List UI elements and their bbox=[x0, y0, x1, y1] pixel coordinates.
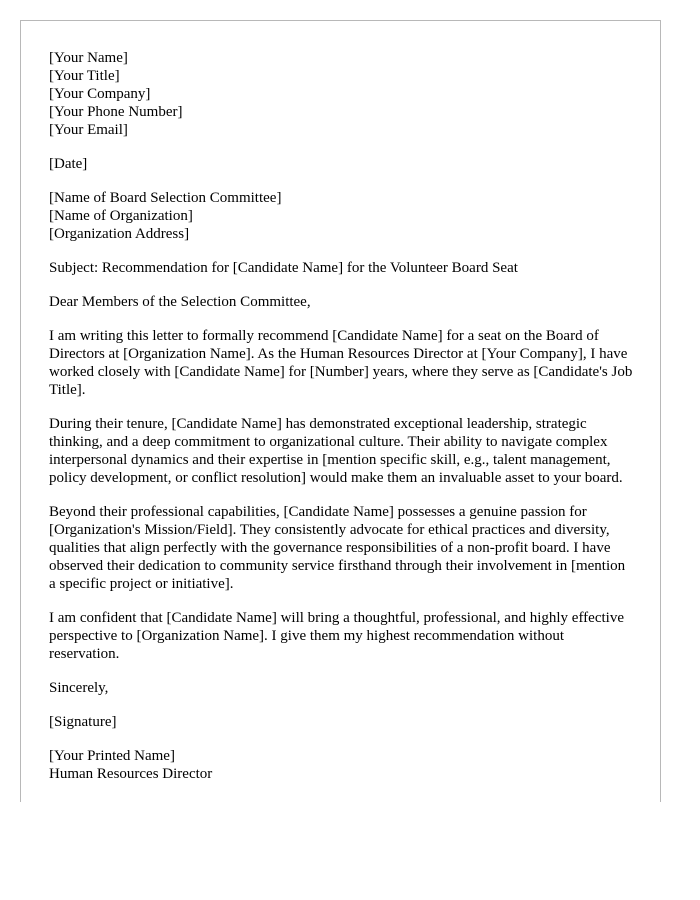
signer-block bbox=[49, 747, 634, 783]
signer-title: Human Resources Director bbox=[49, 766, 213, 782]
body-paragraph-2: During their tenure, [Candidate Name] has demonstrated exceptional leadership, strategic thinking, and a deep commitment to organizational culture. Their ability to navigate complex interpersonal dynamics and their expertise in [mention specific skill, e.g., talent management, policy development, or conflict resolution] would make them an invaluable asset to your board. bbox=[49, 416, 623, 486]
recipient-block bbox=[49, 189, 634, 243]
printed-name: [Your Printed Name] bbox=[49, 748, 175, 764]
recipient-organization: [Name of Organization] bbox=[49, 208, 193, 224]
salutation: Dear Members of the Selection Committee, bbox=[49, 294, 311, 310]
letter-page bbox=[20, 20, 661, 802]
sender-email: [Your Email] bbox=[49, 122, 128, 138]
body-paragraph-3: Beyond their professional capabilities, [Candidate Name] possesses a genuine passion for [Organization's Mission/Field]. They consistently advocate for ethical practices and diversity, qualities that align perfectly with the governance responsibilities of a non-profit board. I have observed their dedication to community service firsthand through their involvement in [mention a specific project or initiative]. bbox=[49, 504, 626, 592]
sender-block bbox=[49, 49, 634, 139]
sender-company: [Your Company] bbox=[49, 86, 151, 102]
body-paragraph-4: I am confident that [Candidate Name] will bring a thoughtful, professional, and highly effective perspective to [Organization Name]. I give them my highest recommendation without reservation. bbox=[49, 610, 624, 662]
sender-phone: [Your Phone Number] bbox=[49, 104, 183, 120]
recipient-address: [Organization Address] bbox=[49, 226, 190, 242]
signature: [Signature] bbox=[49, 714, 117, 730]
sender-title: [Your Title] bbox=[49, 68, 120, 84]
closing: Sincerely, bbox=[49, 680, 109, 696]
body-paragraph-1: I am writing this letter to formally recommend [Candidate Name] for a seat on the Board of Directors at [Organization Name]. As the Human Resources Director at [Your Company], I have worked closely with [Candidate Name] for [Number] years, where they serve as [Candidate's Job Title]. bbox=[49, 328, 633, 398]
date-block bbox=[49, 155, 634, 173]
letter-body bbox=[49, 49, 634, 783]
letter-date: [Date] bbox=[49, 156, 88, 172]
subject-line: Subject: Recommendation for [Candidate Name] for the Volunteer Board Seat bbox=[49, 260, 518, 276]
recipient-committee: [Name of Board Selection Committee] bbox=[49, 190, 282, 206]
sender-name: [Your Name] bbox=[49, 50, 128, 66]
